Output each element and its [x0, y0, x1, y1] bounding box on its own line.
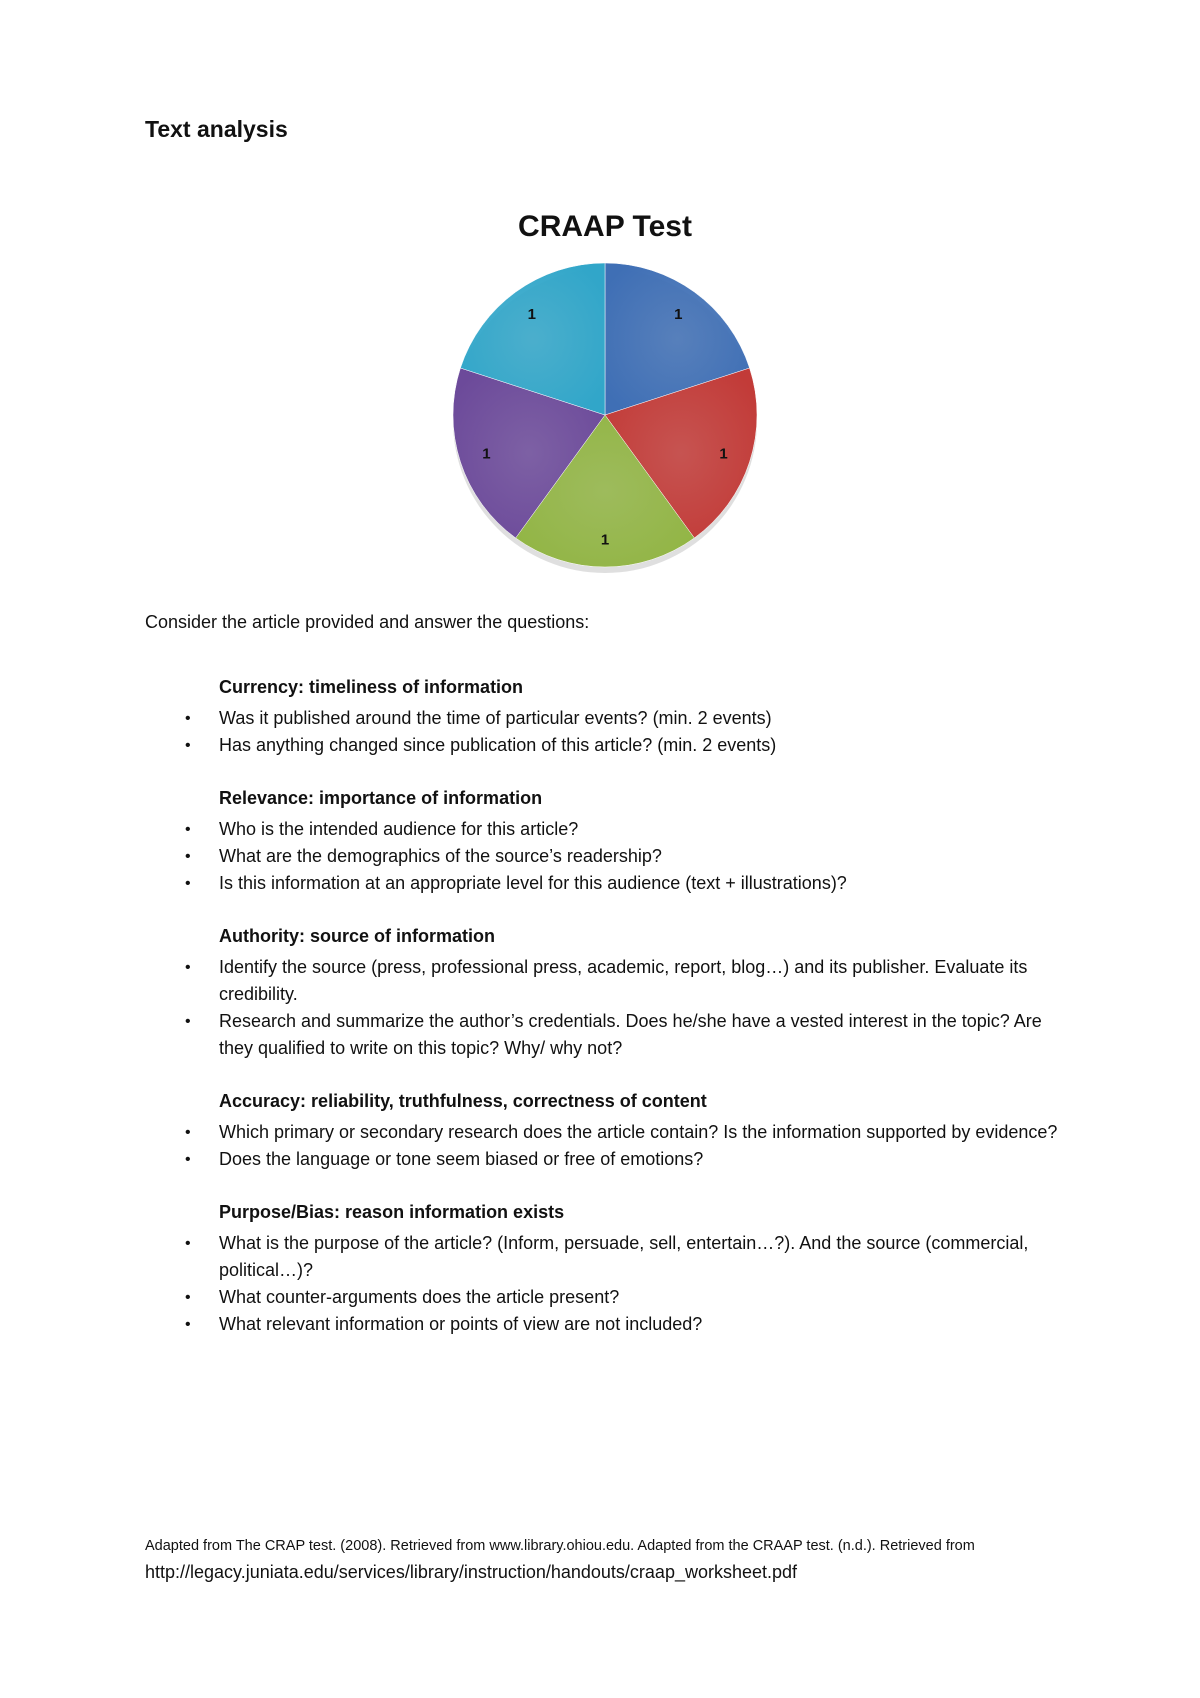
bullet-icon: •	[185, 1151, 191, 1168]
question-text: Was it published around the time of particular events? (min. 2 events)	[219, 708, 772, 728]
list-item	[145, 816, 1065, 843]
pie-data-label: 1	[674, 306, 683, 324]
section-heading: Accuracy: reliability, truthfulness, correctness of content	[219, 1091, 707, 1111]
section-heading: Relevance: importance of information	[219, 788, 543, 808]
section-heading: Authority: source of information	[219, 926, 495, 946]
pie-data-label: 1	[719, 445, 728, 463]
question-text: What is the purpose of the article? (Inform, persuade, sell, entertain…?). And the source (commercial, political…)?	[219, 1233, 1029, 1280]
bullet-icon: •	[185, 1124, 191, 1141]
section-heading: Purpose/Bias: reason information exists	[219, 1202, 565, 1222]
section	[145, 923, 1065, 1062]
bullet-icon: •	[185, 1316, 191, 1333]
section	[145, 785, 1065, 897]
question-text: What relevant information or points of view are not included?	[219, 1314, 703, 1334]
question-list	[145, 954, 1065, 1062]
list-item	[145, 1146, 1065, 1173]
bullet-icon: •	[185, 710, 191, 727]
list-item	[145, 1119, 1065, 1146]
question-text: Identify the source (press, professional press, academic, report, blog…) and its publisher. Evaluate its credibility.	[219, 957, 1028, 1004]
question-text: What are the demographics of the source’s readership?	[219, 846, 662, 866]
list-item	[145, 732, 1065, 759]
pie-svg	[420, 250, 790, 580]
section-heading: Currency: timeliness of information	[219, 677, 524, 697]
list-item	[145, 1008, 1065, 1062]
section	[145, 674, 1065, 759]
list-item	[145, 870, 1065, 897]
bullet-icon: •	[185, 1013, 191, 1030]
list-item	[145, 843, 1065, 870]
question-text: What counter-arguments does the article present?	[219, 1287, 620, 1307]
bullet-icon: •	[185, 737, 191, 754]
bullet-icon: •	[185, 848, 191, 865]
pie-data-label: 1	[600, 531, 610, 549]
craap-pie-chart	[420, 200, 790, 580]
bullet-icon: •	[185, 1235, 191, 1252]
footer-citation	[145, 1533, 1075, 1587]
question-list	[145, 816, 1065, 897]
page-title: Text analysis	[145, 116, 288, 142]
list-item	[145, 1284, 1065, 1311]
question-list	[145, 705, 1065, 759]
list-item	[145, 1230, 1065, 1284]
list-item	[145, 1311, 1065, 1338]
question-list	[145, 1230, 1065, 1338]
question-text: Which primary or secondary research does the article contain? Is the information supported by evidence?	[219, 1122, 1058, 1142]
section	[145, 1199, 1065, 1338]
pie-data-label: 1	[527, 306, 536, 324]
footer-text: Adapted from The CRAP test. (2008). Retrieved from www.library.ohiou.edu. Adapted from the CRAAP test. (n.d.). Retrieved from	[145, 1538, 975, 1554]
list-item	[145, 954, 1065, 1008]
question-text: Is this information at an appropriate level for this audience (text + illustrations)?	[219, 873, 847, 893]
bullet-icon: •	[185, 875, 191, 892]
question-list	[145, 1119, 1065, 1173]
footer-url: http://legacy.juniata.edu/services/library/instruction/handouts/craap_worksheet.pdf	[145, 1562, 798, 1582]
bullet-icon: •	[185, 821, 191, 838]
pie-data-label: 1	[482, 445, 491, 463]
question-sections	[145, 674, 1065, 1364]
chart-title: CRAAP Test	[518, 210, 692, 243]
question-text: Does the language or tone seem biased or free of emotions?	[219, 1149, 704, 1169]
question-text: Has anything changed since publication of this article? (min. 2 events)	[219, 735, 777, 755]
section	[145, 1088, 1065, 1173]
bullet-icon: •	[185, 959, 191, 976]
bullet-icon: •	[185, 1289, 191, 1306]
question-text: Research and summarize the author’s credentials. Does he/she have a vested interest in the topic? Are they qualified to write on this topic? Why/ why not?	[219, 1011, 1042, 1058]
question-text: Who is the intended audience for this article?	[219, 819, 579, 839]
list-item	[145, 705, 1065, 732]
intro-text: Consider the article provided and answer the questions:	[145, 612, 590, 632]
